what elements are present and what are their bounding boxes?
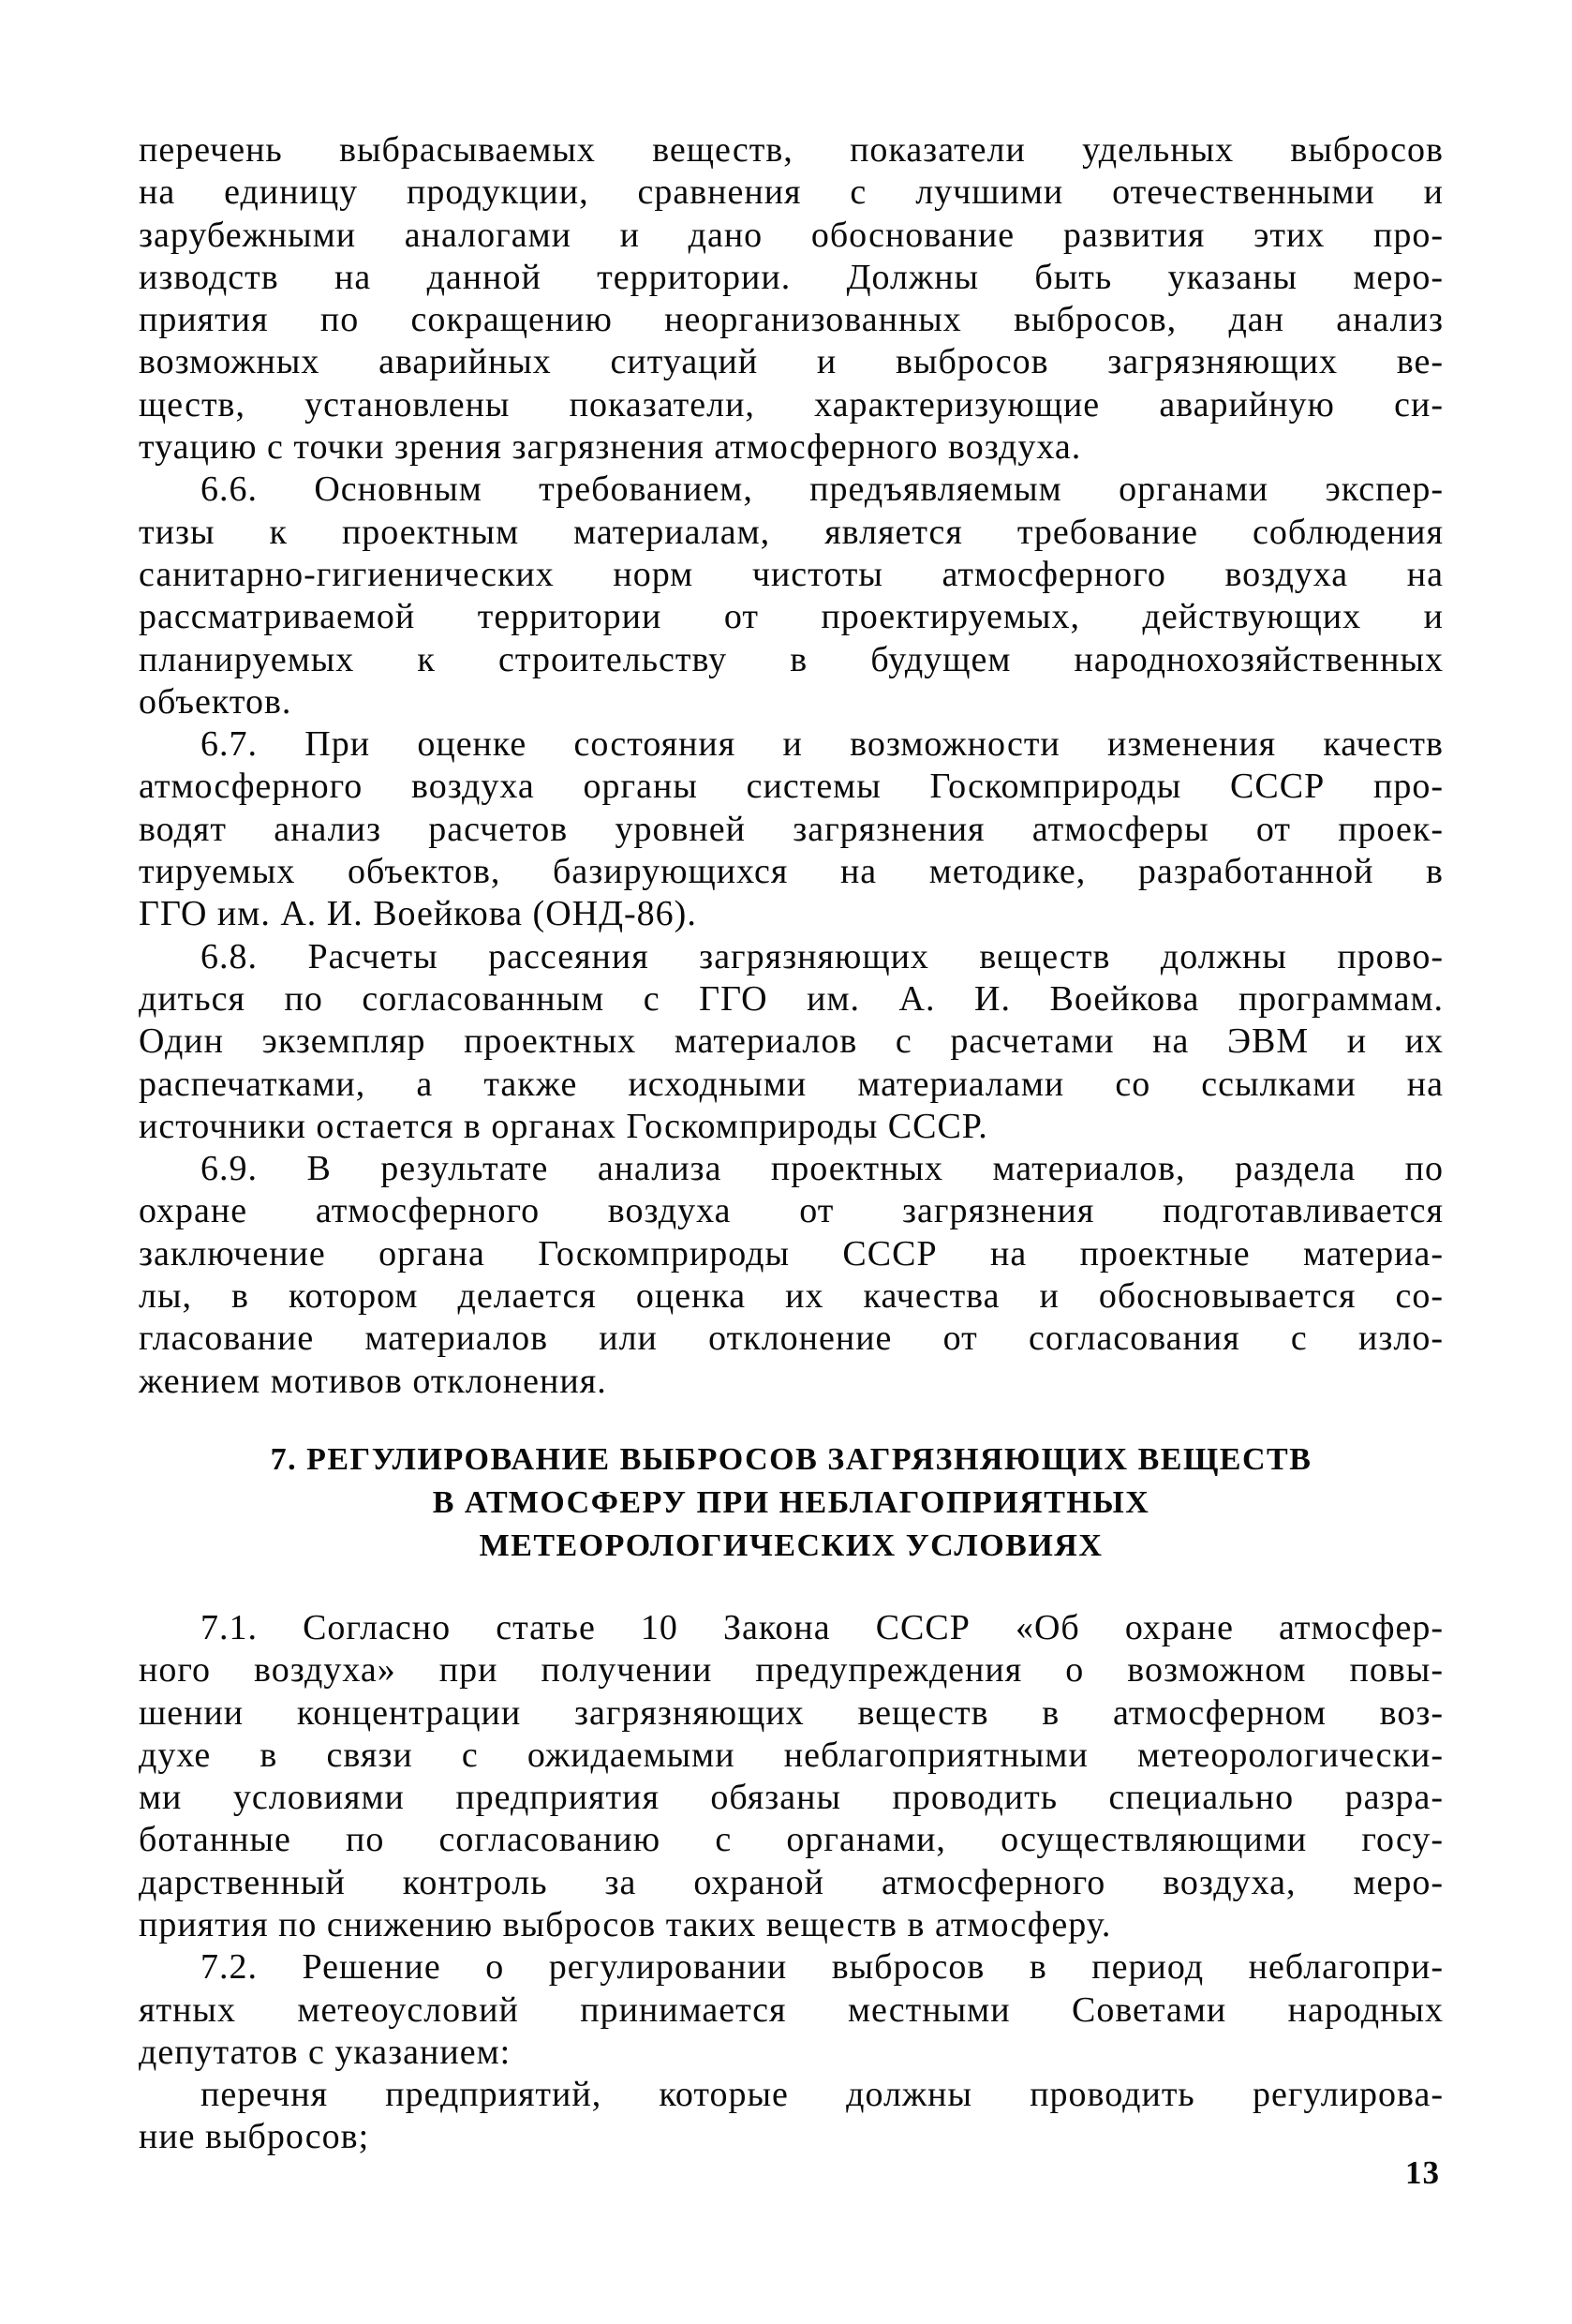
text-line: 6.6. Основным требованием, предъявляемым органами экспер- <box>200 469 1444 510</box>
text-line: ботанные по согласованию с органами, осуществляющими госу- <box>139 1820 1444 1860</box>
paragraph-6-7 <box>139 723 1444 935</box>
text-line: возможных аварийных ситуаций и выбросов загрязняющих ве- <box>139 342 1444 382</box>
text-line: дарственный контроль за охраной атмосферного воздуха, меро- <box>139 1862 1444 1902</box>
text-line: зарубежными аналогами и дано обоснование развития этих про- <box>139 215 1444 255</box>
paragraph-6-6 <box>139 469 1444 723</box>
paragraph-7-2 <box>139 1946 1444 2074</box>
text-line: перечень выбрасываемых веществ, показатели удельных выбросов <box>139 130 1444 170</box>
paragraph-7-1 <box>139 1607 1444 1946</box>
text-line: приятия по снижению выбросов таких веществ в атмосферу. <box>139 1904 1112 1944</box>
section-heading-line: 7. РЕГУЛИРОВАНИЕ ВЫБРОСОВ ЗАГРЯЗНЯЮЩИХ ВЕЩЕСТВ <box>270 1441 1312 1477</box>
text-line: ми условиями предприятия обязаны проводить специально разра- <box>139 1778 1444 1818</box>
text-line: объектов. <box>139 681 292 722</box>
text-line: перечня предприятий, которые должны проводить регулирова- <box>200 2075 1444 2115</box>
text-line: ществ, установлены показатели, характеризующие аварийную си- <box>139 384 1444 425</box>
text-line: ние выбросов; <box>139 2117 370 2157</box>
text-line: на единицу продукции, сравнения с лучшими отечественными и <box>139 172 1444 213</box>
text-line: гласование материалов или отклонение от согласования с изло- <box>139 1318 1444 1359</box>
text-line: лы, в котором делается оценка их качества и обосновывается со- <box>139 1276 1444 1317</box>
section-7-heading <box>139 1438 1444 1568</box>
text-line: 6.8. Расчеты рассеяния загрязняющих веществ должны прово- <box>200 936 1444 976</box>
text-line: охране атмосферного воздуха от загрязнения подготавливается <box>139 1191 1444 1231</box>
paragraph-6-8 <box>139 936 1444 1148</box>
text-line: приятия по сокращению неорганизованных выбросов, дан анализ <box>139 300 1444 340</box>
text-line: духе в связи с ожидаемыми неблагоприятными метеорологически- <box>139 1735 1444 1775</box>
text-line: водят анализ расчетов уровней загрязнения атмосферы от проек- <box>139 809 1444 849</box>
text-line: заключение органа Госкомприроды СССР на проектные материа- <box>139 1233 1444 1274</box>
paragraph-continuation <box>139 129 1444 469</box>
text-line: источники остается в органах Госкомприроды СССР. <box>139 1106 988 1146</box>
text-line: ГГО им. А. И. Воейкова (ОНД-86). <box>139 894 697 934</box>
text-line: жением мотивов отклонения. <box>139 1361 607 1401</box>
text-line: распечатками, а также исходными материалами со ссылками на <box>139 1064 1444 1104</box>
text-line: 7.1. Согласно статье 10 Закона СССР «Об охране атмосфер- <box>200 1607 1444 1647</box>
text-line: тируемых объектов, базирующихся на методике, разработанной в <box>139 852 1444 892</box>
text-line: атмосферного воздуха органы системы Госкомприроды СССР про- <box>139 767 1444 807</box>
paragraph-6-9 <box>139 1148 1444 1403</box>
text-line: Один экземпляр проектных материалов с расчетами на ЭВМ и их <box>139 1021 1444 1062</box>
text-line: туацию с точки зрения загрязнения атмосферного воздуха. <box>139 427 1082 468</box>
page-number: 13 <box>1405 2154 1440 2191</box>
text-line: изводств на данной территории. Должны быть указаны меро- <box>139 257 1444 297</box>
text-line: ного воздуха» при получении предупреждения о возможном повы- <box>139 1650 1444 1691</box>
text-line: планируемых к строительству в будущем народнохозяйственных <box>139 639 1444 679</box>
text-line: 7.2. Решение о регулировании выбросов в период неблагопри- <box>200 1947 1444 1988</box>
text-line: рассматриваемой территории от проектируемых, действующих и <box>139 597 1444 637</box>
text-line: 6.9. В результате анализа проектных материалов, раздела по <box>200 1149 1444 1189</box>
text-line: диться по согласованным с ГГО им. А. И. Воейкова программам. <box>139 978 1444 1019</box>
paragraph-list-item <box>139 2074 1444 2159</box>
text-line: ятных метеоусловий принимается местными Советами народных <box>139 1989 1444 2030</box>
text-line: тизы к проектным материалам, является требование соблюдения <box>139 512 1444 552</box>
text-line: депутатов с указанием: <box>139 2032 512 2072</box>
section-heading-line: В АТМОСФЕРУ ПРИ НЕБЛАГОПРИЯТНЫХ <box>432 1484 1150 1520</box>
body-text <box>139 129 1444 2159</box>
section-heading-line: МЕТЕОРОЛОГИЧЕСКИХ УСЛОВИЯХ <box>479 1527 1104 1563</box>
text-line: санитарно-гигиенических норм чистоты атмосферного воздуха на <box>139 554 1444 594</box>
text-line: шении концентрации загрязняющих веществ в атмосферном воз- <box>139 1692 1444 1733</box>
text-line: 6.7. При оценке состояния и возможности изменения качеств <box>200 724 1444 765</box>
